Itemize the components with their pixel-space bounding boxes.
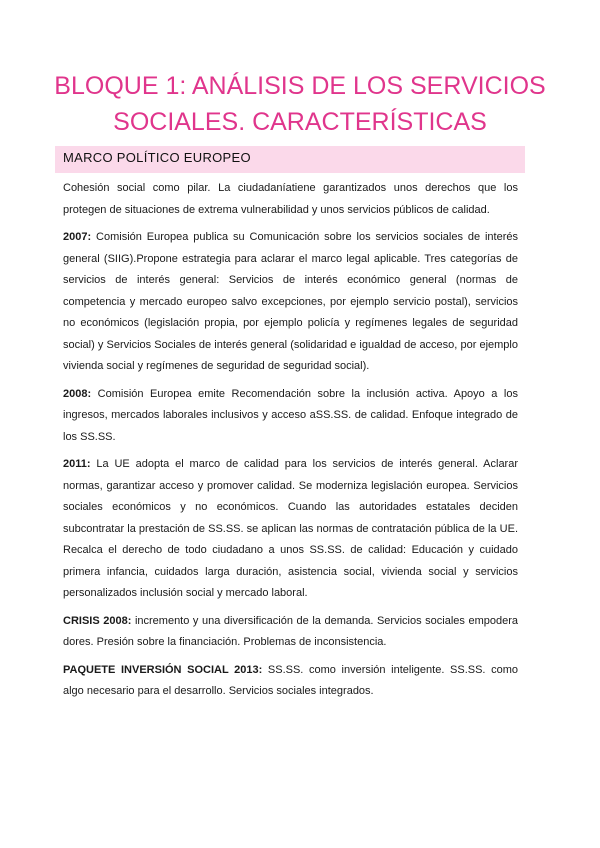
paragraph-text: Comisión Europea emite Recomendación sobre la inclusión activa. Apoyo a los ingresos, mercados laborales inclusivos y acceso aSS.SS. de calidad. Enfoque integrado de los SS.SS. <box>63 387 518 443</box>
title-line-1: BLOQUE 1: ANÁLISIS DE LOS SERVICIOS <box>54 72 546 100</box>
title-line-2: SOCIALES. CARACTERÍSTICAS <box>113 108 487 136</box>
paragraph-text: incremento y una diversificación de la demanda. Servicios sociales empodera dores. Presión sobre la financiación. Problemas de inconsistencia. <box>63 614 518 648</box>
paragraph-lead: 2011: <box>63 458 91 470</box>
section-heading: MARCO POLÍTICO EUROPEO <box>63 150 251 165</box>
paragraph-text: La UE adopta el marco de calidad para los servicios de interés general. Aclarar normas, garantizar acceso y promover calidad. Se moderniza legislación europea. Servicios sociales económicos y no económicos. Cuando las autoridades estatales deciden subcontratar la prestación de SS.SS. se aplican las normas de contratación pública de la UE. Recalca el derecho de todo ciudadano a unos SS.SS. de calidad: Educación y cuidado primera infancia, cuidados larga duración, asistencia social, vivienda social y servicios personalizados inclusión social y mercado laboral. <box>63 458 518 599</box>
paragraph-text: Comisión Europea publica su Comunicación sobre los servicios sociales de interés general (SIIG).Propone estrategia para aclarar el marco legal aplicable. Tres categorías de servicios de interés general: Servicios de interés económico general (normas de competencia y mercado europeo salvo excepciones, por ejemplo servicio postal), servicios no económicos (legislación propia, por ejemplo policía y regímenes legales de seguridad social) y Servicios Sociales de interés general (solidaridad e igualdad de acceso, por ejemplo vivienda social y regímenes de seguridad de seguridad social). <box>63 231 518 372</box>
paragraph <box>63 227 518 378</box>
paragraph <box>63 454 518 605</box>
paragraph-text: SS.SS. como inversión inteligente. SS.SS. como algo necesario para el desarrollo. Servicios sociales integrados. <box>63 663 519 697</box>
paragraph-text: Cohesión social como pilar. La ciudadaníatiene garantizados unos derechos que los protegen de situaciones de extrema vulnerabilidad y unos servicios públicos de calidad. <box>63 182 518 216</box>
paragraph <box>63 611 518 654</box>
document-body <box>63 178 518 709</box>
paragraph <box>63 384 518 449</box>
paragraph-lead: PAQUETE INVERSIÓN SOCIAL 2013: <box>63 663 263 676</box>
paragraph-lead: 2007: <box>63 231 92 243</box>
paragraph <box>63 178 518 221</box>
paragraph <box>63 660 518 703</box>
paragraph-lead: 2008: <box>63 387 92 400</box>
paragraph-lead: CRISIS 2008: <box>63 614 132 627</box>
section-heading-bar <box>55 146 525 173</box>
document-title <box>40 68 560 140</box>
